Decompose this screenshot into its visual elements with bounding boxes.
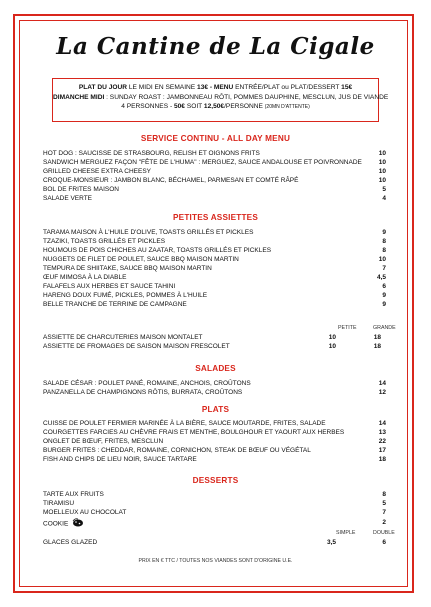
promo-box bbox=[52, 78, 389, 122]
menu-item: MOELLEUX AU CHOCOLAT 7 bbox=[43, 509, 386, 516]
column-header-petite: PETITE bbox=[338, 325, 357, 331]
menu-item: GRILLED CHEESE EXTRA CHEESY 10 bbox=[43, 168, 386, 175]
menu-item: HOUMOUS DE POIS CHICHES AU ZAATAR, TOASTS GRILLÉS ET PICKLES 8 bbox=[43, 247, 386, 254]
menu-item: ONGLET DE BŒUF, FRITES, MESCLUN 22 bbox=[43, 438, 386, 445]
section-title-salades: SALADES bbox=[195, 364, 236, 373]
board-item: ASSIETTE DE CHARCUTERIES MAISON MONTALET 10 18 bbox=[43, 334, 381, 341]
menu-item: HOT DOG : SAUCISSE DE STRASBOURG, RELISH ET OIGNONS FRITS 10 bbox=[43, 150, 386, 157]
section-title-plats: PLATS bbox=[201, 405, 230, 414]
menu-item: CUISSE DE POULET FERMIER MARINÉE À LA BIÈRE, SAUCE MOUTARDE, FRITES, SALADE 14 bbox=[43, 420, 386, 427]
menu-item: CROQUE-MONSIEUR : JAMBON BLANC, BÉCHAMEL, PARMESAN ET COMTÉ RÂPÉ 10 bbox=[43, 177, 386, 184]
section-title-petites: PETITES ASSIETTES bbox=[173, 213, 258, 222]
menu-item: FISH AND CHIPS DE LIEU NOIR, SAUCE TARTARE 18 bbox=[43, 456, 386, 463]
promo-line-1: PLAT DU JOUR LE MIDI EN SEMAINE 13€ - MENU ENTRÉE/PLAT ou PLAT/DESSERT 15€ bbox=[78, 84, 353, 91]
menu-title: La Cantine de La Cigale bbox=[56, 33, 375, 60]
menu-item: ŒUF MIMOSA À LA DIABLE 4,5 bbox=[43, 274, 386, 281]
menu-item: TARTE AUX FRUITS 8 bbox=[43, 491, 386, 498]
section-title-desserts: DESSERTS bbox=[192, 476, 239, 485]
menu-item: SALADE VERTE 4 bbox=[43, 195, 386, 202]
menu-item: PANZANELLA DE CHAMPIGNONS RÔTIS, BURRATA, CROÛTONS 12 bbox=[43, 389, 386, 396]
column-header-grande: GRANDE bbox=[373, 325, 396, 331]
cookie-icon bbox=[72, 518, 84, 530]
menu-item: TARAMA MAISON À L'HUILE D'OLIVE, TOASTS GRILLÉS ET PICKLES 9 bbox=[43, 229, 386, 236]
column-header-double: DOUBLE bbox=[373, 530, 395, 536]
menu-item: TZAZIKI, TOASTS GRILLÉS ET PICKLES 8 bbox=[43, 238, 386, 245]
menu-item: FALAFELS AUX HERBES ET SAUCE TAHINI 6 bbox=[43, 283, 386, 290]
menu-item: BOL DE FRITES MAISON 5 bbox=[43, 186, 386, 193]
section-title-service: SERVICE CONTINU - ALL DAY MENU bbox=[140, 134, 291, 143]
promo-line-3: 4 PERSONNES - 50€ SOIT 12,50€/PERSONNE (20MN D'ATTENTE) bbox=[121, 103, 310, 111]
menu-item: SANDWICH MERGUEZ FAÇON "FÊTE DE L'HUMA" : MERGUEZ, SAUCE ANDALOUSE ET POIVRONNADE 10 bbox=[43, 159, 386, 166]
menu-item: HARENG DOUX FUMÉ, PICKLES, POMMES À L'HUILE 9 bbox=[43, 292, 386, 299]
footer-note: PRIX EN € TTC / TOUTES NOS VIANDES SONT D'ORIGINE U.E. bbox=[138, 558, 293, 564]
menu-item: COURGETTES FARCIES AU CHÈVRE FRAIS ET MENTHE, BOULGHOUR ET YAOURT AUX HERBES 13 bbox=[43, 429, 386, 436]
menu-item: BURGER FRITES : CHEDDAR, ROMAINE, CORNICHON, STEAK DE BŒUF OU VÉGÉTAL 17 bbox=[43, 447, 386, 454]
glaces-item: GLACES GLAZED 3,5 6 bbox=[43, 539, 386, 546]
column-header-simple: SIMPLE bbox=[336, 530, 356, 536]
board-item: ASSIETTE DE FROMAGES DE SAISON MAISON FRESCOLET 10 18 bbox=[43, 343, 381, 350]
menu-item: COOKIE 2 bbox=[43, 518, 386, 527]
menu-item: NUGGETS DE FILET DE POULET, SAUCE BBQ MAISON MARTIN 10 bbox=[43, 256, 386, 263]
menu-item: TIRAMISU 5 bbox=[43, 500, 386, 507]
menu-item: SALADE CÉSAR : POULET PANÉ, ROMAINE, ANCHOIS, CROÛTONS 14 bbox=[43, 380, 386, 387]
menu-item: TEMPURA DE SHIITAKE, SAUCE BBQ MAISON MARTIN 7 bbox=[43, 265, 386, 272]
menu-item: BELLE TRANCHE DE TERRINE DE CAMPAGNE 9 bbox=[43, 301, 386, 308]
promo-line-2: DIMANCHE MIDI : SUNDAY ROAST : JAMBONNEAU RÔTI, POMMES DAUPHINE, MESCLUN, JUS DE VIANDE bbox=[53, 93, 389, 101]
